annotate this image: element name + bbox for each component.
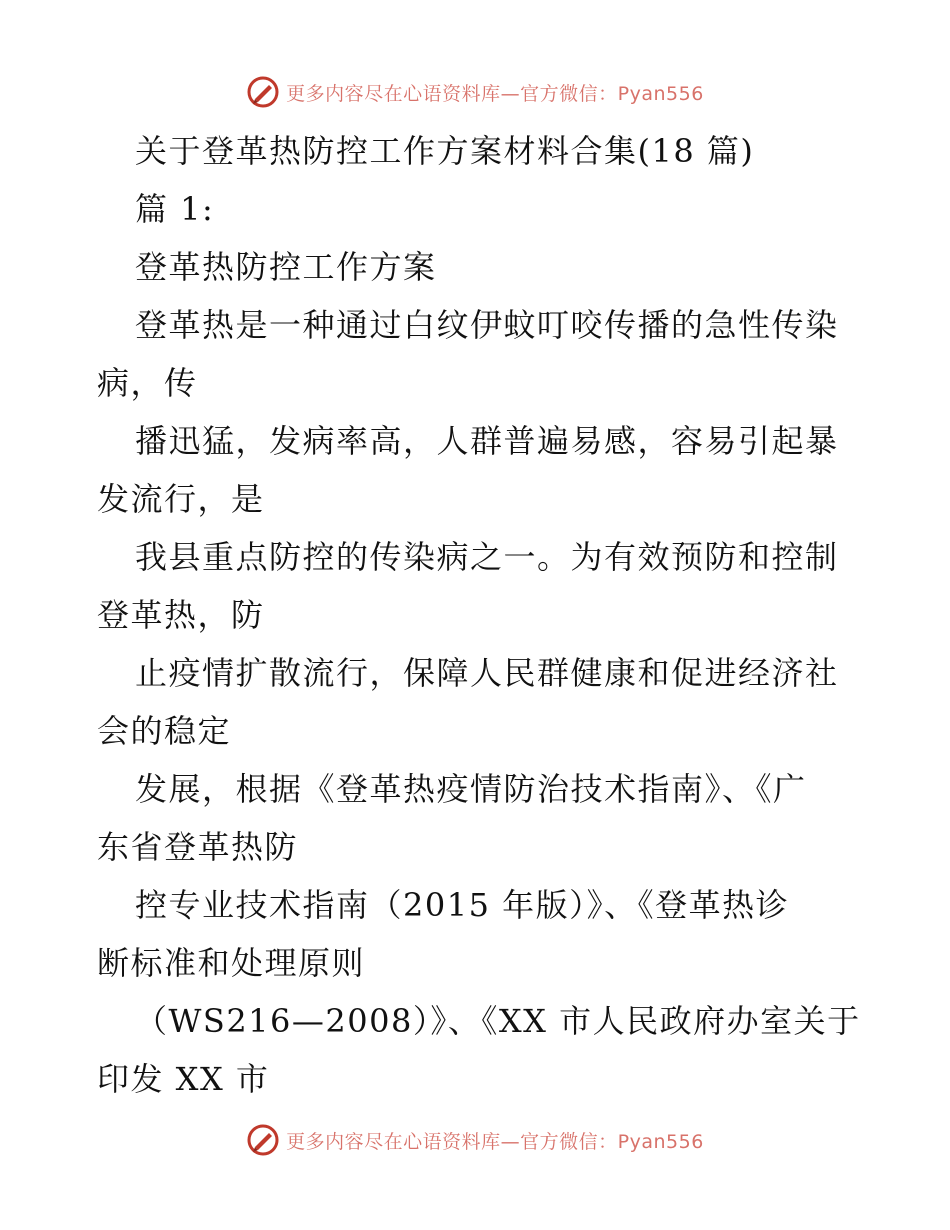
watermark-wechat-id: Pyan556 — [617, 82, 704, 105]
watermark-label: 更多内容尽在心语资料库—官方微信： — [286, 82, 618, 105]
watermark-text — [286, 79, 704, 106]
document-body — [97, 122, 861, 1108]
document-line: 我县重点防控的传染病之一。为有效预防和控制 — [135, 538, 839, 576]
footer-watermark — [0, 1120, 950, 1160]
document-line: 发流行，是 — [97, 480, 265, 518]
document-line: 断标准和处理原则 — [97, 944, 366, 982]
document-line: 止疫情扩散流行，保障人民群健康和促进经济社 — [135, 654, 839, 692]
document-line: 篇 1: — [135, 190, 215, 228]
document-line: 播迅猛，发病率高，人群普遍易感，容易引起暴 — [135, 422, 839, 460]
document-line: 登革热是一种通过白纹伊蚊叮咬传播的急性传染 — [135, 306, 839, 344]
document-line: 印发 XX 市 — [97, 1060, 270, 1098]
header-watermark — [0, 72, 950, 112]
document-line: 会的稳定 — [97, 712, 232, 750]
pen-seal-logo-icon — [246, 75, 280, 109]
document-line: 关于登革热防控工作方案材料合集(18 篇) — [135, 132, 755, 170]
watermark-wechat-id: Pyan556 — [617, 1130, 704, 1153]
watermark-label: 更多内容尽在心语资料库—官方微信： — [286, 1130, 618, 1153]
document-line: 发展，根据《登革热疫情防治技术指南》、《广 — [135, 770, 807, 808]
pen-seal-logo-icon — [246, 1123, 280, 1157]
document-line: 病，传 — [97, 364, 198, 402]
document-line: 东省登革热防 — [97, 828, 299, 866]
document-line: 控专业技术指南（2015 年版）》、《登革热诊 — [135, 886, 790, 924]
watermark-text — [286, 1127, 704, 1154]
document-line: 登革热，防 — [97, 596, 265, 634]
document-line: 登革热防控工作方案 — [135, 248, 437, 286]
document-line: （WS216—2008）》、《XX 市人民政府办室关于 — [135, 1002, 861, 1040]
